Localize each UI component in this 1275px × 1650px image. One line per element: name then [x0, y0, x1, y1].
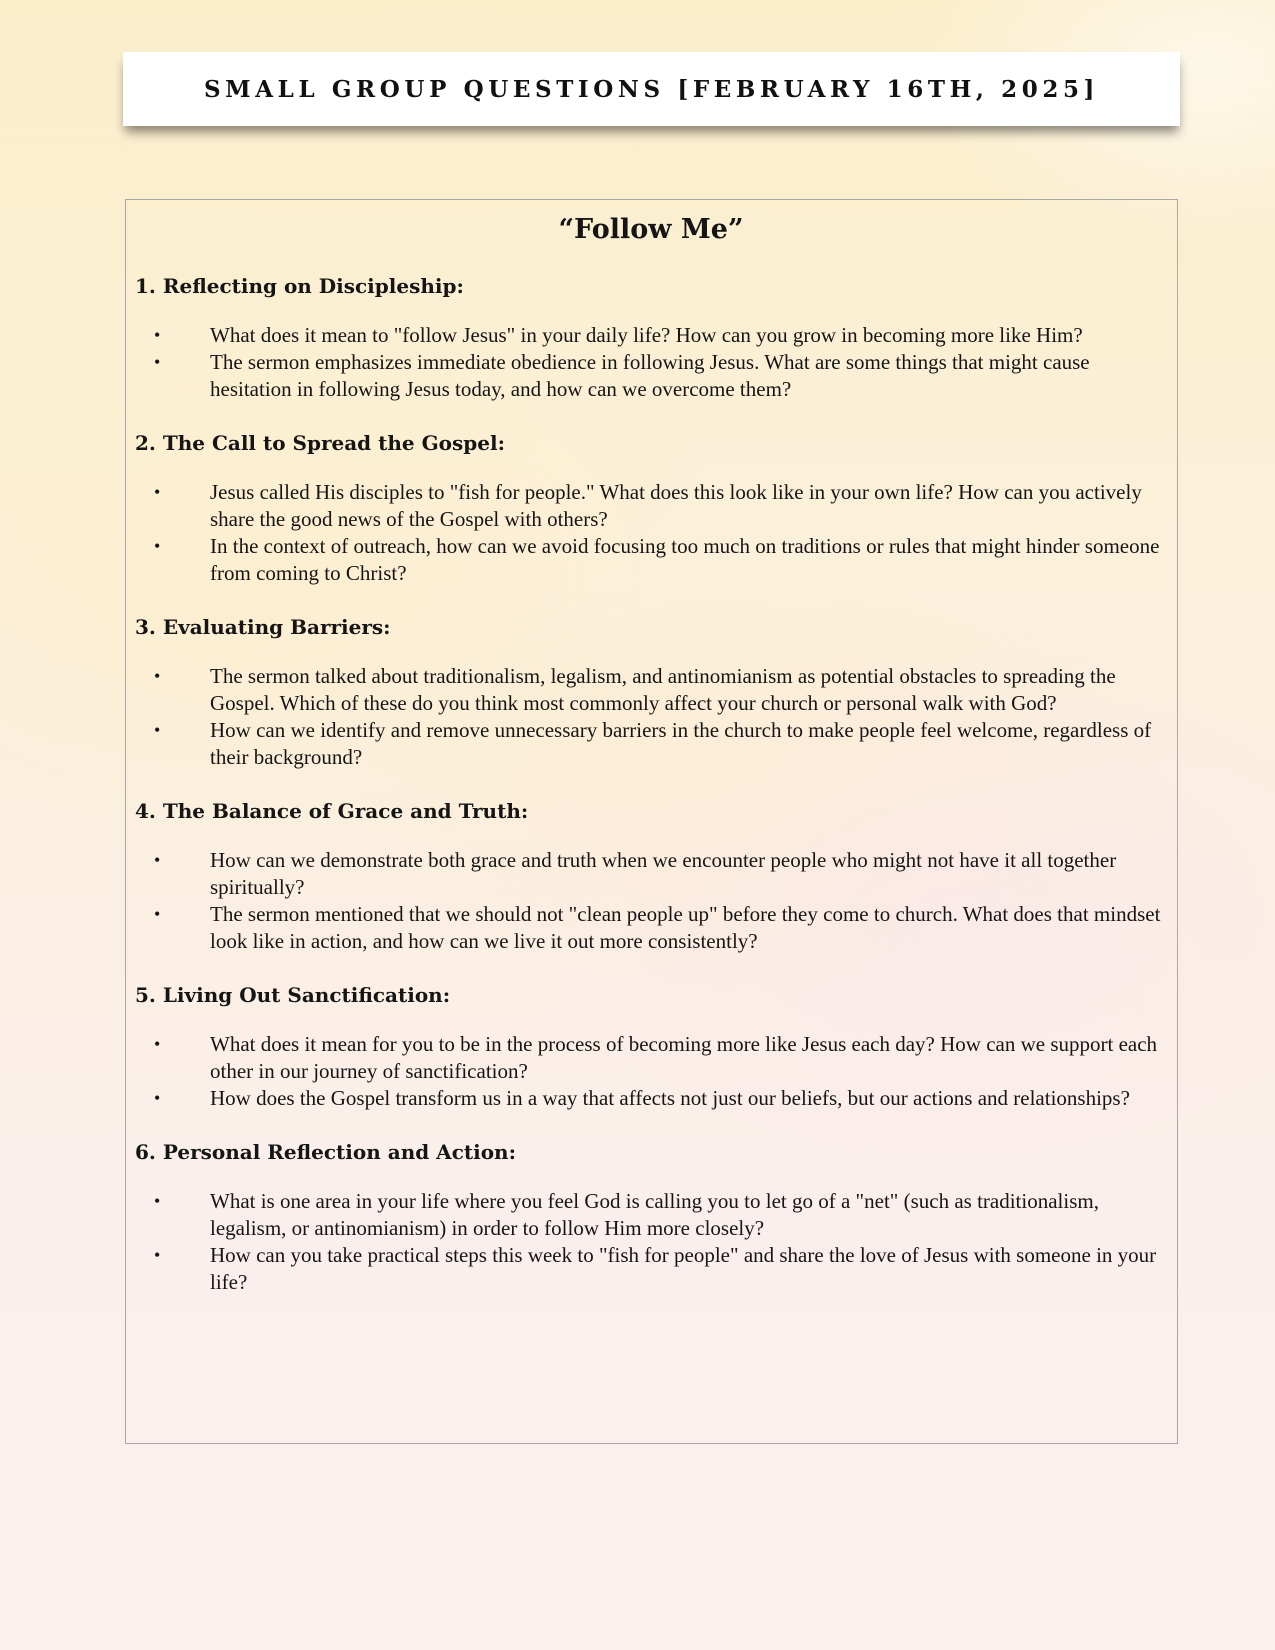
- sections-container: [135, 272, 1167, 1296]
- question-text: The sermon talked about traditionalism, legalism, and antinomianism as potential obstacles to spreading the Gospel. Which of these do you think most commonly affect your church or personal walk with God?: [210, 664, 1116, 715]
- section-heading: 4. The Balance of Grace and Truth:: [135, 799, 529, 823]
- question-section: [135, 1138, 1167, 1296]
- question-text: What does it mean to "follow Jesus" in your daily life? How can you grow in becoming more like Him?: [210, 323, 1083, 347]
- bullet-icon: •: [154, 666, 161, 686]
- question-section: [135, 797, 1167, 955]
- bullet-icon: •: [154, 325, 161, 345]
- bullet-icon: •: [154, 1088, 161, 1108]
- question-list: [135, 1031, 1167, 1112]
- question-item: [135, 1188, 1167, 1242]
- question-text: What is one area in your life where you feel God is calling you to let go of a "net" (such as traditionalism, legalism, or antinomianism) in order to follow Him more closely?: [210, 1189, 1099, 1240]
- question-item: [135, 847, 1167, 901]
- question-text: Jesus called His disciples to "fish for people." What does this look like in your own life? How can you actively share the good news of the Gospel with others?: [210, 480, 1142, 531]
- question-text: How can you take practical steps this week to "fish for people" and share the love of Jesus with someone in your life?: [210, 1243, 1157, 1294]
- question-text: The sermon emphasizes immediate obedience in following Jesus. What are some things that might cause hesitation in following Jesus today, and how can we overcome them?: [210, 350, 1090, 401]
- question-section: [135, 613, 1167, 771]
- header-banner: [123, 52, 1180, 126]
- question-item: [135, 1031, 1167, 1085]
- question-text: How does the Gospel transform us in a way that affects not just our beliefs, but our actions and relationships?: [210, 1086, 1130, 1110]
- question-section: [135, 429, 1167, 587]
- bullet-icon: •: [154, 904, 161, 924]
- bullet-icon: •: [154, 1191, 161, 1211]
- section-heading: 5. Living Out Sanctification:: [135, 983, 451, 1007]
- question-list: [135, 479, 1167, 587]
- question-item: [135, 1085, 1167, 1112]
- question-item: [135, 1242, 1167, 1296]
- questions-panel: [125, 199, 1178, 1444]
- bullet-icon: •: [154, 1034, 161, 1054]
- section-heading: 1. Reflecting on Discipleship:: [135, 274, 464, 298]
- section-heading: 6. Personal Reflection and Action:: [135, 1140, 516, 1164]
- question-list: [135, 847, 1167, 955]
- bullet-icon: •: [154, 1245, 161, 1265]
- question-item: [135, 901, 1167, 955]
- bullet-icon: •: [154, 352, 161, 372]
- question-item: [135, 717, 1167, 771]
- question-list: [135, 1188, 1167, 1296]
- question-list: [135, 322, 1167, 403]
- question-item: [135, 479, 1167, 533]
- document-title: “Follow Me”: [558, 214, 744, 245]
- question-text: In the context of outreach, how can we avoid focusing too much on traditions or rules that might hinder someone from coming to Christ?: [210, 534, 1160, 585]
- question-item: [135, 663, 1167, 717]
- question-section: [135, 981, 1167, 1112]
- question-section: [135, 272, 1167, 403]
- section-heading: 3. Evaluating Barriers:: [135, 615, 391, 639]
- bullet-icon: •: [154, 482, 161, 502]
- page-title: SMALL GROUP QUESTIONS [FEBRUARY 16TH, 2025]: [203, 75, 1100, 103]
- section-heading: 2. The Call to Spread the Gospel:: [135, 431, 505, 455]
- question-item: [135, 349, 1167, 403]
- bullet-icon: •: [154, 536, 161, 556]
- question-item: [135, 322, 1167, 349]
- question-text: What does it mean for you to be in the process of becoming more like Jesus each day? How can we support each other in our journey of sanctification?: [210, 1032, 1158, 1083]
- question-text: The sermon mentioned that we should not "clean people up" before they come to church. What does that mindset look like in action, and how can we live it out more consistently?: [210, 902, 1161, 953]
- question-item: [135, 533, 1167, 587]
- question-text: How can we identify and remove unnecessary barriers in the church to make people feel welcome, regardless of their background?: [210, 718, 1152, 769]
- question-text: How can we demonstrate both grace and truth when we encounter people who might not have it all together spiritually?: [210, 848, 1117, 899]
- bullet-icon: •: [154, 850, 161, 870]
- bullet-icon: •: [154, 720, 161, 740]
- question-list: [135, 663, 1167, 771]
